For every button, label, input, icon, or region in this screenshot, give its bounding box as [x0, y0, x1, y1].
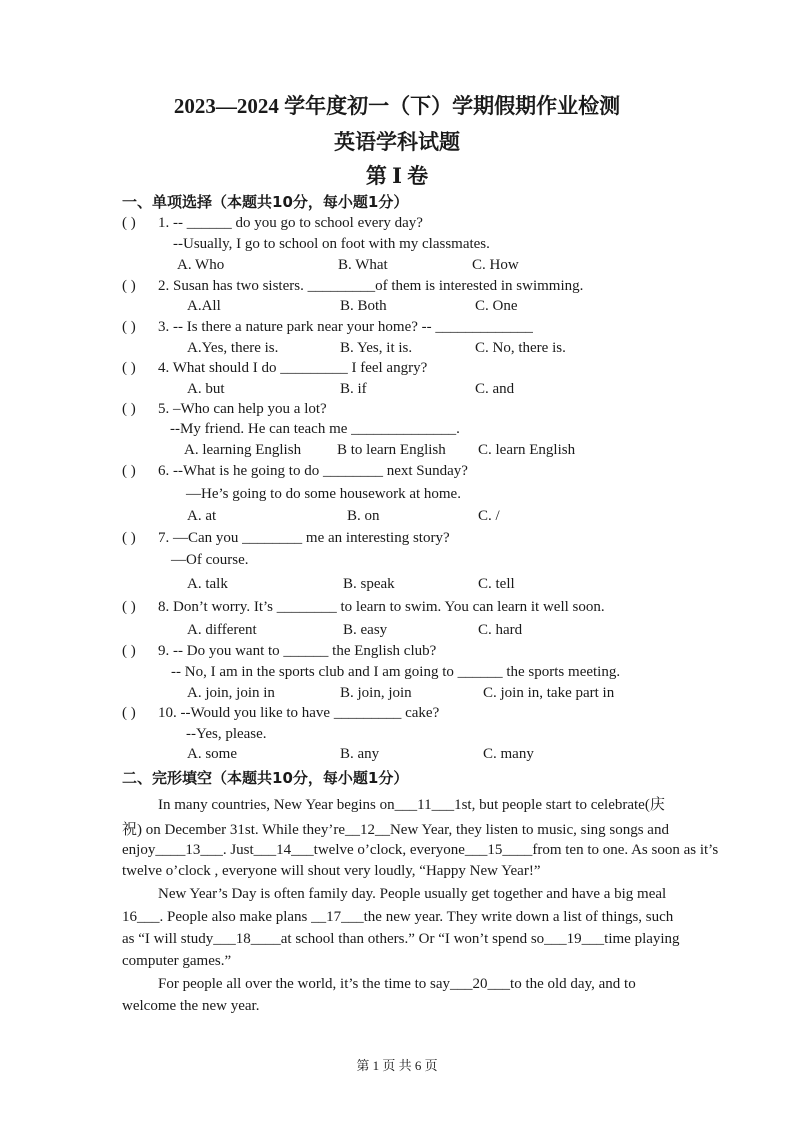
- cloze-line: computer games.”: [122, 953, 232, 969]
- option-b: B. any: [340, 746, 380, 762]
- option-a: A. at: [187, 508, 217, 524]
- answer-paren[interactable]: ( ): [122, 215, 136, 231]
- question-stem-2: -- No, I am in the sports club and I am going to ______ the sports meeting.: [171, 664, 621, 680]
- answer-paren[interactable]: ( ): [122, 319, 136, 335]
- option-a: A. learning English: [184, 442, 302, 458]
- question-stem-2: --Yes, please.: [186, 726, 267, 742]
- cloze-line: enjoy____13___. Just___14___twelve o’clock, everyone___15____from ten to one. As soon as it’s: [122, 842, 719, 858]
- option-b: B. easy: [343, 622, 388, 638]
- option-a: A.Yes, there is.: [187, 340, 279, 356]
- option-a: A. some: [187, 746, 237, 762]
- option-c: C. and: [475, 381, 515, 397]
- option-b: B. Both: [340, 298, 387, 314]
- answer-paren[interactable]: ( ): [122, 463, 136, 479]
- cloze-line: 祝) on December 31st. While they’re__12__New Year, they listen to music, sing songs and: [122, 822, 669, 838]
- cloze-line: as “I will study___18____at school than others.” Or “I won’t spend so___19___time playing: [122, 931, 680, 947]
- question-stem: 7. —Can you ________ me an interesting story?: [158, 530, 450, 546]
- answer-paren[interactable]: ( ): [122, 360, 136, 376]
- option-a: A. different: [187, 622, 257, 638]
- cloze-line: New Year’s Day is often family day. People usually get together and have a big meal: [158, 886, 667, 902]
- question-stem-2: --My friend. He can teach me ______________.: [170, 421, 460, 437]
- question-stem-2: —Of course.: [171, 552, 249, 568]
- answer-paren[interactable]: ( ): [122, 705, 136, 721]
- question-stem-2: —He’s going to do some housework at home.: [186, 486, 461, 502]
- answer-paren[interactable]: ( ): [122, 599, 136, 615]
- question-stem: 4. What should I do _________ I feel angry?: [158, 360, 428, 376]
- question-stem-2: --Usually, I go to school on foot with my classmates.: [173, 236, 490, 252]
- exam-title: 2023—2024 学年度初一（下）学期假期作业检测: [173, 94, 621, 118]
- option-a: A. talk: [187, 576, 228, 592]
- question-stem: 10. --Would you like to have _________ cake?: [158, 705, 440, 721]
- option-c: C. hard: [478, 622, 523, 638]
- option-b: B. join, join: [340, 685, 412, 701]
- question-stem: 2. Susan has two sisters. _________of them is interested in swimming.: [158, 278, 584, 294]
- option-a: A. join, join in: [187, 685, 275, 701]
- option-c: C. How: [472, 257, 519, 273]
- option-b: B. speak: [343, 576, 395, 592]
- question-stem: 3. -- Is there a nature park near your home? -- _____________: [158, 319, 533, 335]
- volume-label: 第 Ⅰ 卷: [365, 164, 429, 188]
- answer-paren[interactable]: ( ): [122, 643, 136, 659]
- option-b: B. if: [340, 381, 367, 397]
- answer-paren[interactable]: ( ): [122, 278, 136, 294]
- exam-subtitle: 英语学科试题: [334, 130, 460, 154]
- option-b: B. on: [347, 508, 380, 524]
- option-c: C. learn English: [478, 442, 576, 458]
- option-c: C. /: [478, 508, 500, 524]
- option-c: C. many: [483, 746, 534, 762]
- page-number: 第 1 页 共 6 页: [356, 1058, 438, 1073]
- section1-heading: 一、单项选择（本题共10分，每小题1分）: [122, 193, 409, 211]
- question-stem: 6. --What is he going to do ________ next Sunday?: [158, 463, 468, 479]
- question-stem: 5. –Who can help you a lot?: [158, 401, 327, 417]
- cloze-line: 16___. People also make plans __17___the new year. They write down a list of things, such: [122, 909, 674, 925]
- option-b: B. Yes, it is.: [340, 340, 413, 356]
- question-stem: 1. -- ______ do you go to school every day?: [158, 215, 423, 231]
- option-b: B. What: [338, 257, 388, 273]
- option-c: C. One: [475, 298, 518, 314]
- question-stem: 8. Don’t worry. It’s ________ to learn to swim. You can learn it well soon.: [158, 599, 605, 615]
- section2-heading: 二、完形填空（本题共10分，每小题1分）: [122, 769, 409, 787]
- option-a: A.All: [187, 298, 221, 314]
- option-c: C. No, there is.: [475, 340, 566, 356]
- cloze-line: welcome the new year.: [122, 998, 260, 1014]
- cloze-line: twelve o’clock , everyone will shout very loudly, “Happy New Year!”: [122, 863, 541, 879]
- option-a: A. but: [187, 381, 225, 397]
- option-b: B to learn English: [337, 442, 446, 458]
- option-a: A. Who: [177, 257, 225, 273]
- answer-paren[interactable]: ( ): [122, 530, 136, 546]
- question-stem: 9. -- Do you want to ______ the English club?: [158, 643, 437, 659]
- option-c: C. join in, take part in: [483, 685, 615, 701]
- option-c: C. tell: [478, 576, 515, 592]
- answer-paren[interactable]: ( ): [122, 401, 136, 417]
- cloze-line: For people all over the world, it’s the time to say___20___to the old day, and to: [158, 976, 636, 992]
- cloze-line: In many countries, New Year begins on___11___1st, but people start to celebrate(庆: [158, 797, 665, 813]
